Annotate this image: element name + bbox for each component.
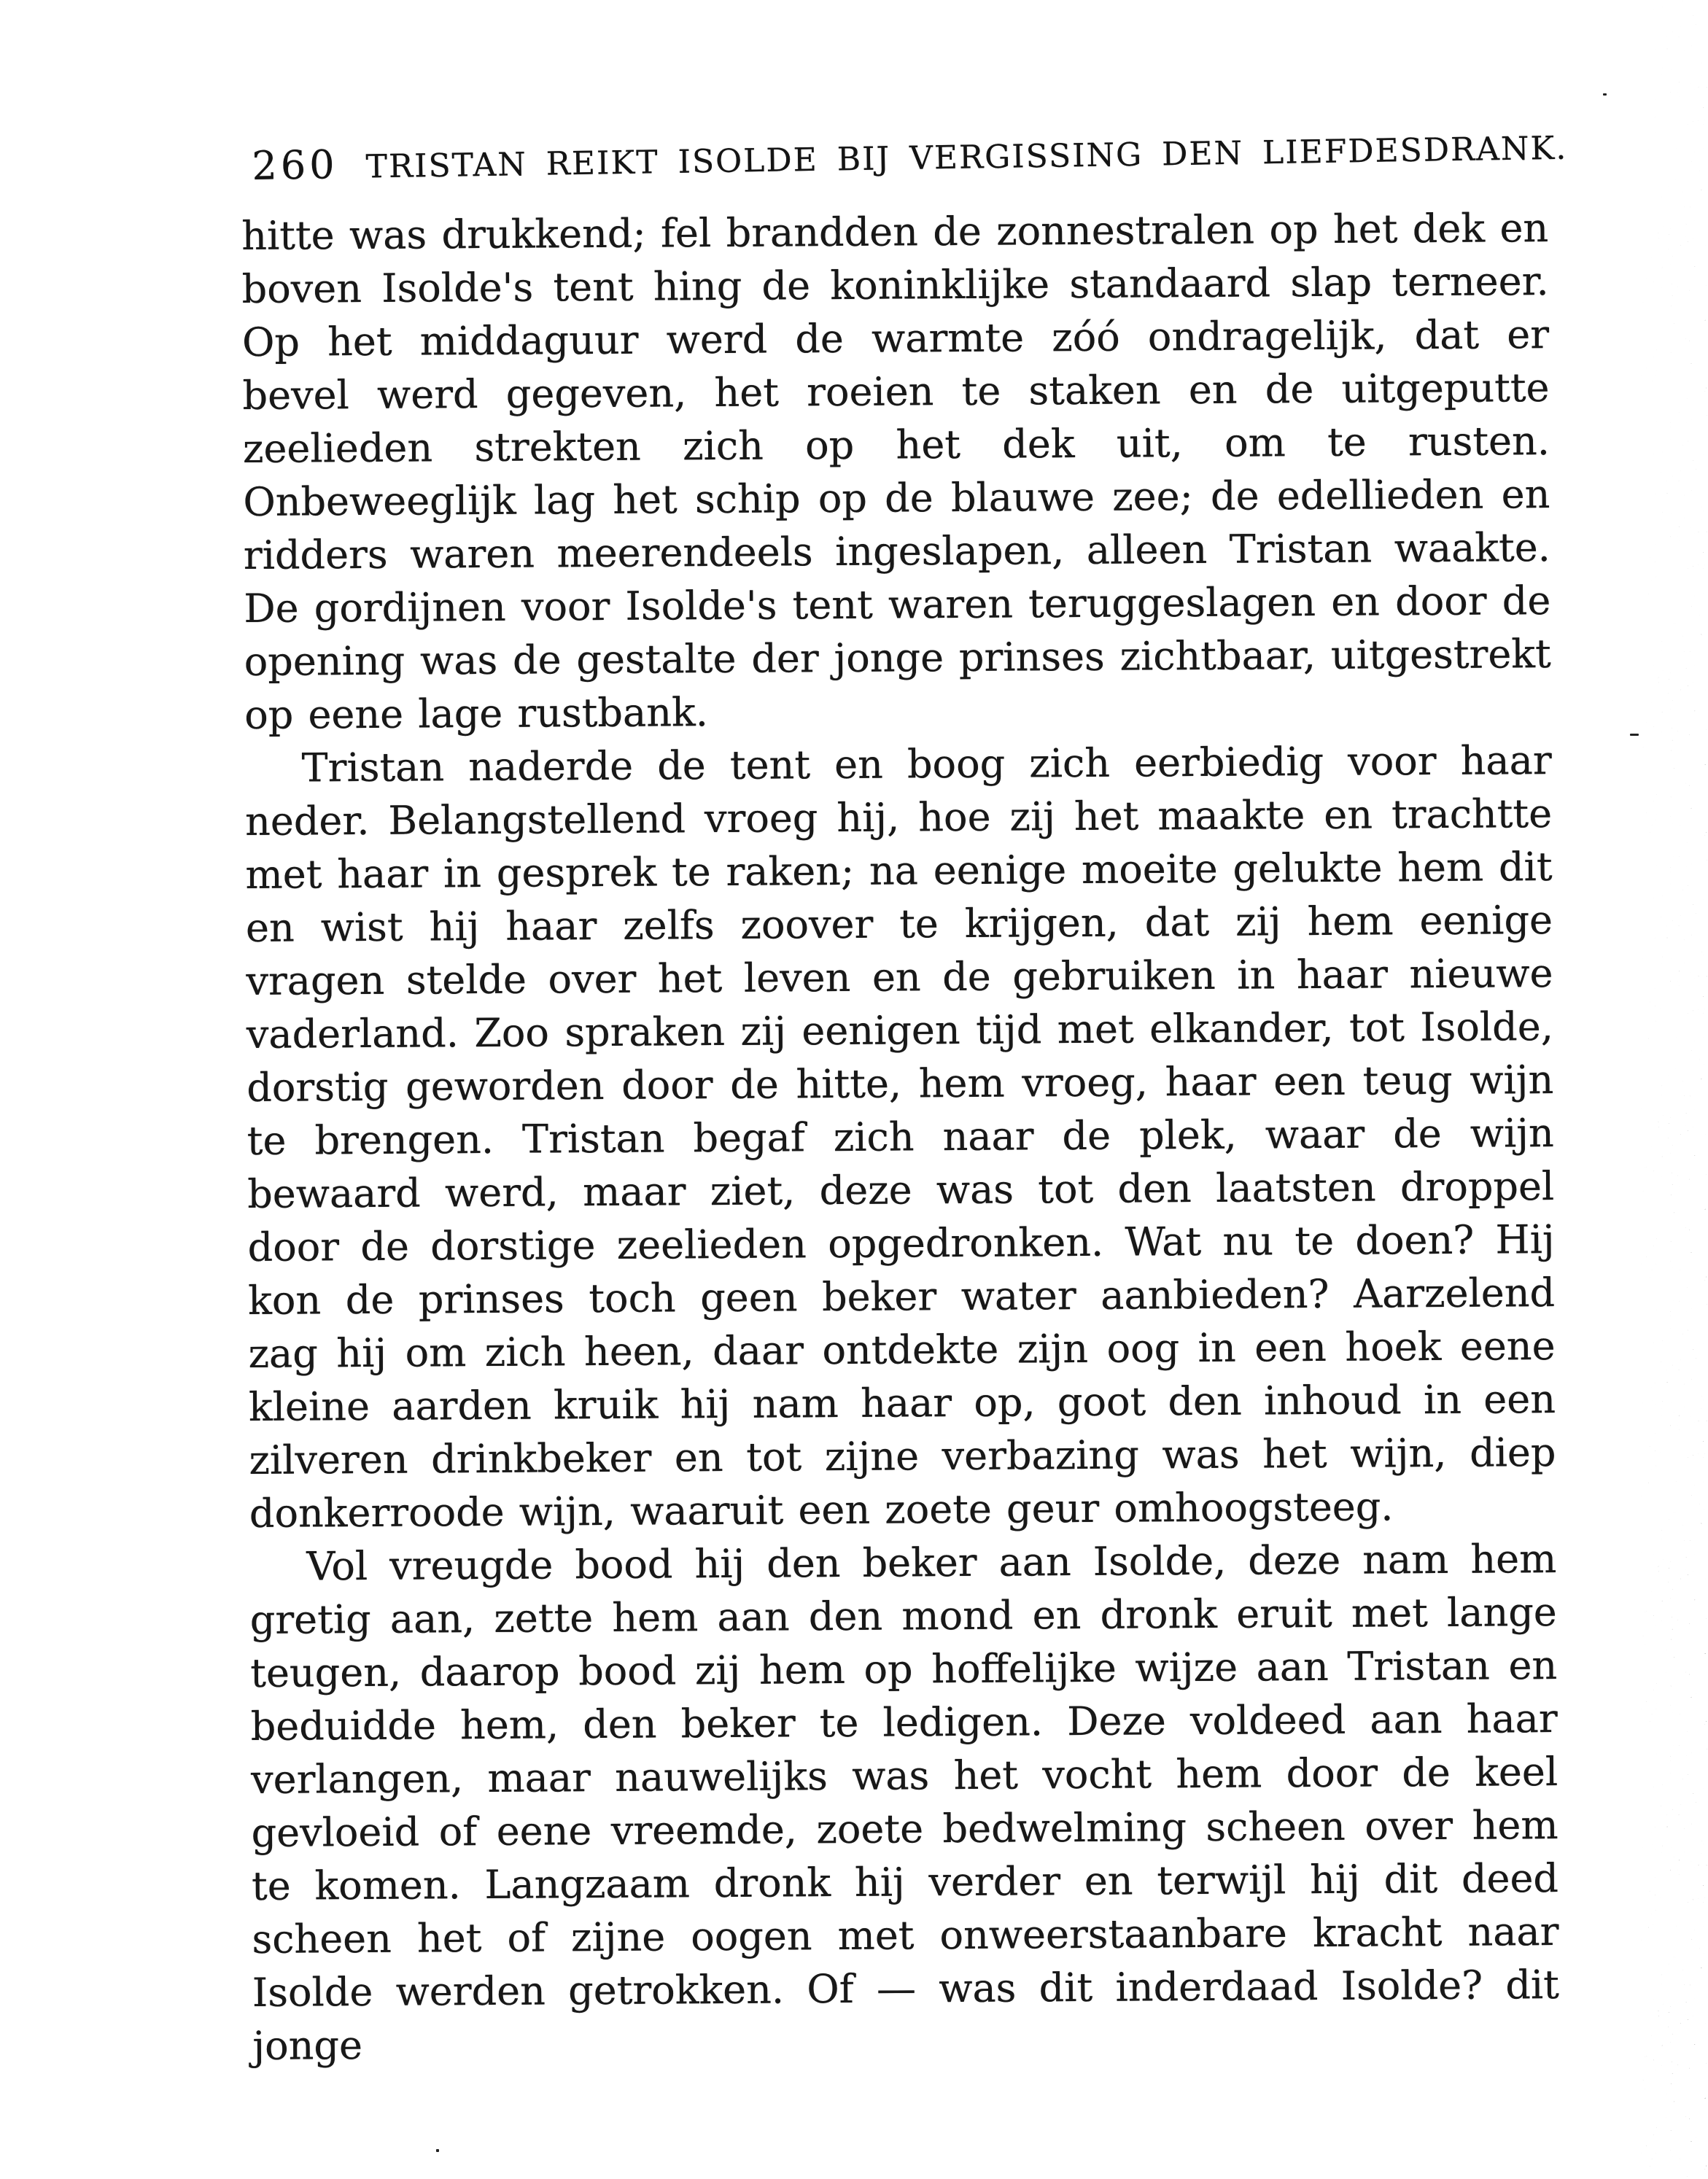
page-number: 260 [252,141,339,189]
page-header [252,123,1568,189]
scan-speck [1630,734,1639,736]
paragraph: Tristan naderde de tent en boog zich eerbiedig voor haar neder. Belangstellend vroeg hij, hoe zij het maakte en trachtte met haar in gesprek te raken; na eenige moeite gelukte hem dit en wist hij haar zelfs zoover te krijgen, dat zij hem eenige vragen stelde over het leven en de gebruiken in haar nieuwe vaderland. Zoo spraken zij eenigen tijd met elkander, tot Isolde, dorstig geworden door de hitte, hem vroeg, haar een teug wijn te brengen. Tristan begaf zich naar de plek, waar de wijn bewaard werd, maar ziet, deze was tot den laatsten droppel door de dorstige zeelieden opgedronken. Wat nu te doen? Hij kon de prinses toch geen beker water aanbieden? Aarzelend zag hij om zich heen, daar ontdekte zijn oog in een hoek eene kleine aarden kruik hij nam haar op, goot den inhoud in een zilveren drinkbeker en tot zijne verbazing was het wijn, diep donkerroode wijn, waaruit een zoete geur omhoogsteeg. [244,737,1556,1537]
scan-noise-band [1641,0,1708,2179]
paragraph: hitte was drukkend; fel brandden de zonnestralen op het dek en boven Isolde's tent hing de koninklijke standaard slap terneer. Op het middaguur werd de warmte zóó ondragelijk, dat er bevel werd gegeven, het roeien te staken en de uitgeputte zeelieden strekten zich op het dek uit, om te rusten. Onbeweeglijk lag het schip op de blauwe zee; de edellieden en ridders waren meerendeels ingeslapen, alleen Tristan waakte. De gordijnen voor Isolde's tent waren teruggeslagen en door de opening was de gestalte der jonge prinses zichtbaar, uitgestrekt op eene lage rustbank. [241,205,1551,738]
running-title: TRISTAN REIKT ISOLDE BIJ VERGISSING DEN LIEFDESDRANK. [365,129,1568,186]
scan-speck [436,2149,439,2152]
page-body [241,201,1560,2073]
paragraph: Vol vreugde bood hij den beker aan Isolde, deze nam hem gretig aan, zette hem aan den mond en dronk eruit met lange teugen, daarop bood zij hem op hoffelijke wijze aan Tristan en beduidde hem, den beker te ledigen. Deze voldeed aan haar verlangen, maar nauwelijks was het vocht hem door de keel gevloeid of eene vreemde, zoete bedwelming scheen over hem te komen. Langzaam dronk hij verder en terwijl hij dit deed scheen het of zijne oogen met onweerstaanbare kracht naar Isolde werden getrokken. Of — was dit inderdaad Isolde? dit jonge [249,1536,1560,2069]
scan-speck [1603,93,1607,96]
